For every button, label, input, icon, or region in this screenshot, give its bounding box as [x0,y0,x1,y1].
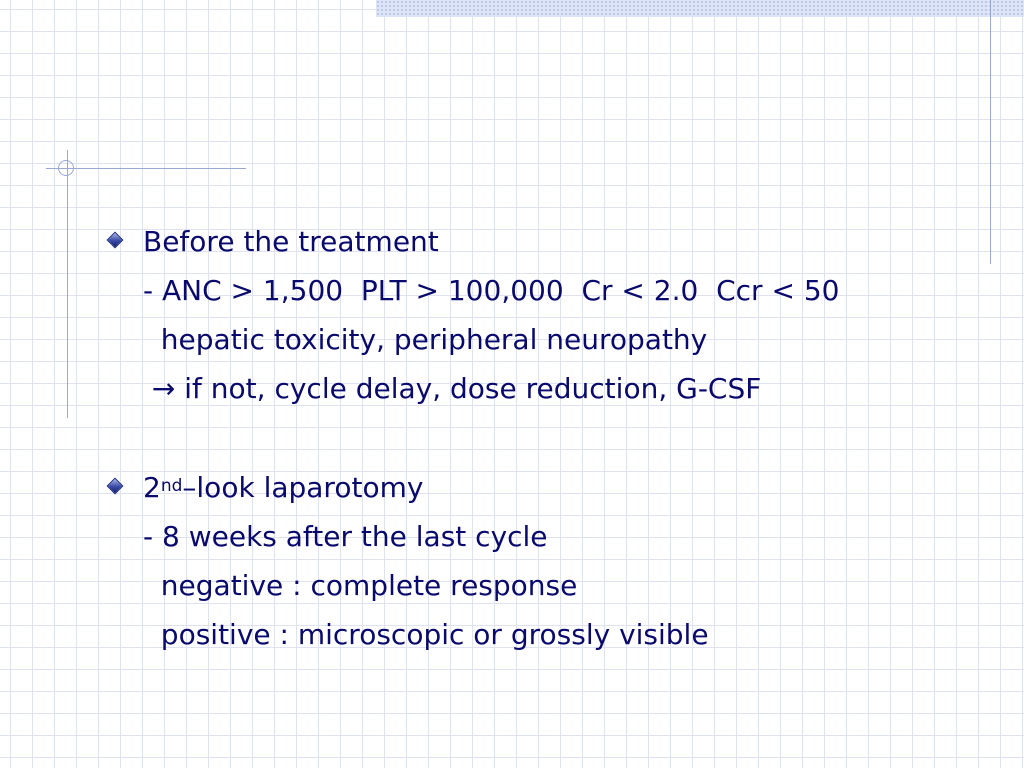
diamond-bullet-icon [107,232,124,249]
sub-line: → if not, cycle delay, dose reduction, G-CSF [143,372,762,405]
bullet-heading-second-look [143,471,423,505]
sub-line: - ANC > 1,500 PLT > 100,000 Cr < 2.0 Ccr < 50 [143,274,840,307]
heading-prefix: 2 [143,471,161,504]
sub-line: hepatic toxicity, peripheral neuropathy [143,323,708,356]
sub-line: positive : microscopic or grossly visible [143,618,709,651]
sub-line: negative : complete response [143,569,578,602]
diamond-bullet-icon [107,478,124,495]
heading-superscript: nd [160,476,183,496]
sub-line: - 8 weeks after the last cycle [143,520,548,553]
bullet-heading-before-treatment: Before the treatment [143,225,439,258]
heading-suffix: –look laparotomy [182,471,424,504]
